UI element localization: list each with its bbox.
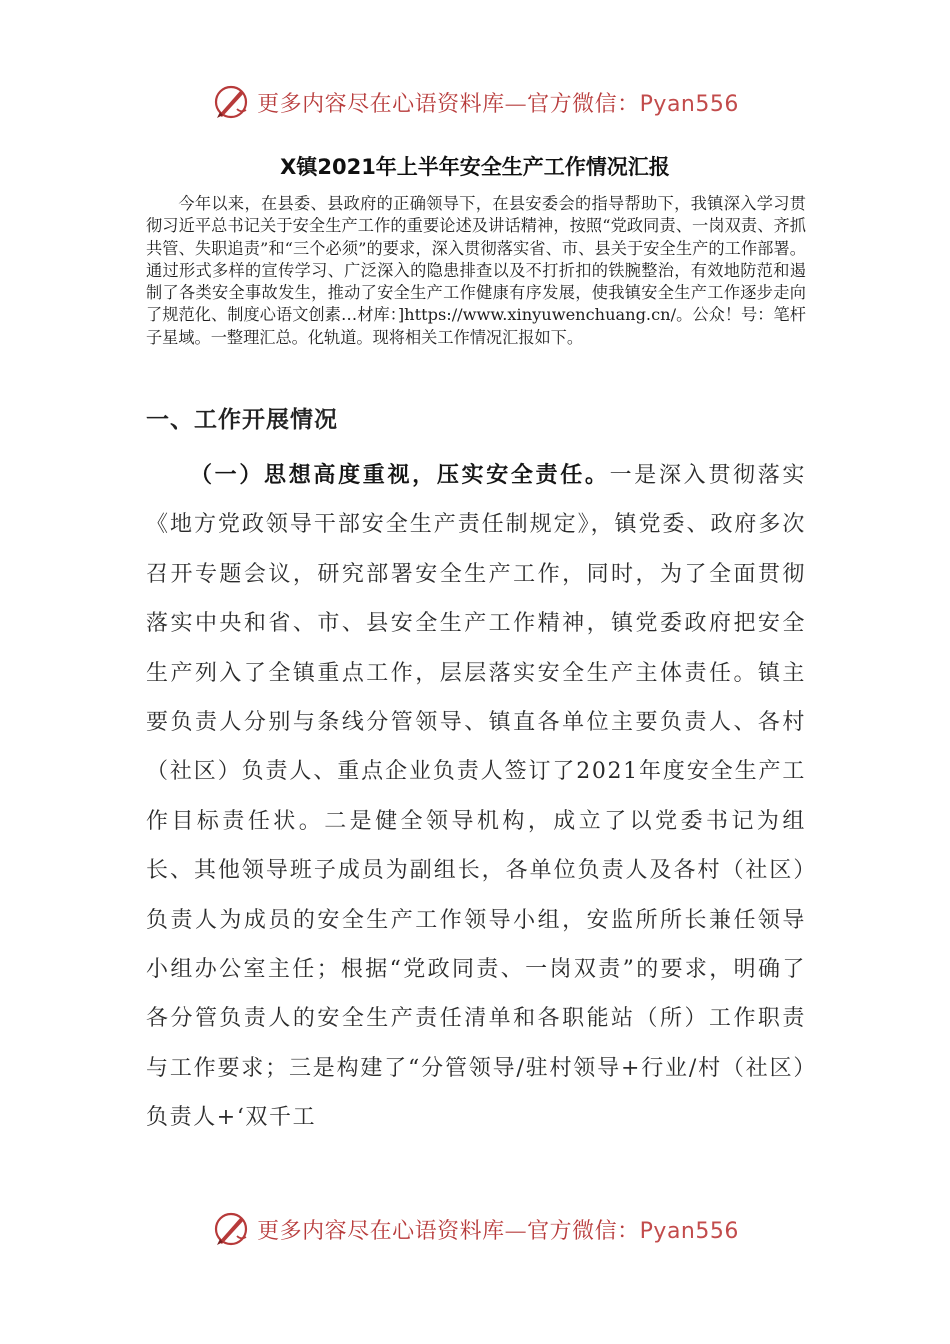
paragraph-lead: （一）思想高度重视，压实安全责任。 xyxy=(190,463,610,488)
section-heading: 一、工作开展情况 xyxy=(146,407,338,433)
watermark-banner-top xyxy=(0,80,950,124)
document-title: X镇2021年上半年安全生产工作情况汇报 xyxy=(280,155,670,179)
watermark-text: 更多内容尽在心语资料库—官方微信：Pyan556 xyxy=(257,91,739,117)
body-paragraph xyxy=(146,451,806,1143)
watermark-banner-bottom xyxy=(0,1207,950,1251)
pen-logo-icon xyxy=(211,82,251,122)
intro-paragraph: 今年以来，在县委、县政府的正确领导下，在县安委会的指导帮助下，我镇深入学习贯彻习近平总书记关于安全生产工作的重要论述及讲话精神，按照“党政同责、一岗双责、齐抓共管、失职追责”和“三个必须”的要求，深入贯彻落实省、市、县关于安全生产的工作部署。通过形式多样的宣传学习、广泛深入的隐患排查以及不打折扣的铁腕整治，有效地防范和遏制了各类安全事故发生，推动了安全生产工作健康有序发展，使我镇安全生产工作逐步走向了规范化、制度心语文创素…材库：]https://www.xinyuwenchuang.cn/。公众！号：笔杆子星域。一整理汇总。化轨道。现将相关工作情况汇报如下。 xyxy=(146,194,806,347)
pen-logo-icon xyxy=(211,1209,251,1249)
watermark-text: 更多内容尽在心语资料库—官方微信：Pyan556 xyxy=(257,1218,739,1244)
paragraph-body: 一是深入贯彻落实《地方党政领导干部安全生产责任制规定》，镇党委、政府多次召开专题会议，研究部署安全生产工作，同时，为了全面贯彻落实中央和省、市、县安全生产工作精神，镇党委政府把安全生产列入了全镇重点工作，层层落实安全生产主体责任。镇主要负责人分别与条线分管领导、镇直各单位主要负责人、各村（社区）负责人、重点企业负责人签订了2021年度安全生产工作目标责任状。二是健全领导机构，成立了以党委书记为组长、其他领导班子成员为副组长，各单位负责人及各村（社区）负责人为成员的安全生产工作领导小组，安监所所长兼任领导小组办公室主任；根据“党政同责、一岗双责”的要求，明确了各分管负责人的安全生产责任清单和各职能站（所）工作职责与工作要求；三是构建了“分管领导/驻村领导+行业/村（社区）负责人+‘双千工 xyxy=(146,463,806,1131)
